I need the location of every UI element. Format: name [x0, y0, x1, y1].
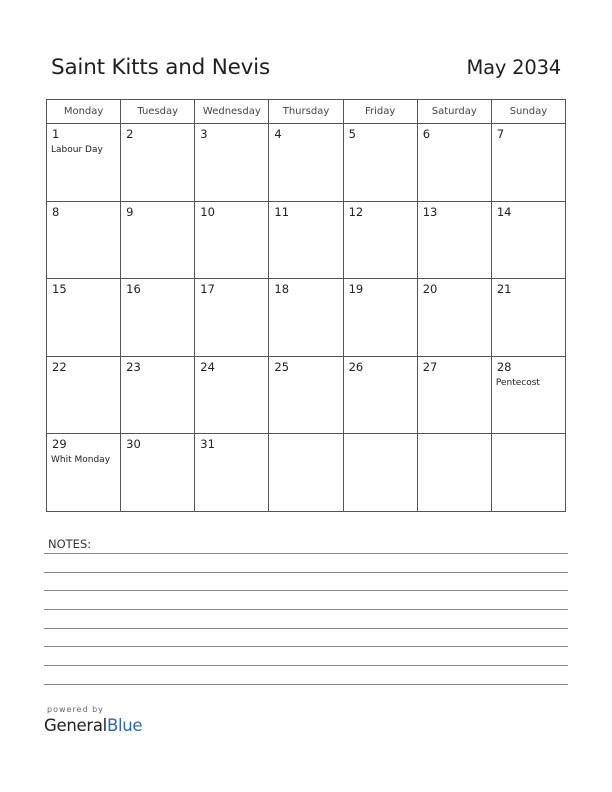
day-number: 2 [126, 127, 134, 141]
notes-line [44, 553, 568, 554]
weekday-header-row [47, 100, 566, 124]
day-number: 12 [348, 204, 364, 219]
day-cell [121, 356, 195, 434]
day-number: 18 [274, 282, 290, 297]
day-cell [121, 434, 195, 512]
day-cell [343, 201, 417, 279]
week-row [47, 434, 566, 512]
day-number: 28 [496, 359, 512, 374]
day-cell [47, 434, 121, 512]
day-number: 13 [422, 204, 438, 219]
day-number: 3 [200, 127, 208, 141]
weekday-header: Friday [343, 100, 417, 124]
month-calendar-grid [46, 99, 566, 512]
weekday-header: Tuesday [121, 100, 195, 124]
weekday-header: Wednesday [195, 100, 269, 124]
notes-line [44, 590, 568, 591]
day-cell [491, 279, 565, 357]
day-cell [491, 124, 565, 202]
day-cell [269, 279, 343, 357]
day-cell [343, 279, 417, 357]
week-row [47, 279, 566, 357]
day-cell [491, 434, 565, 512]
day-cell [47, 279, 121, 357]
day-number: 5 [348, 127, 356, 141]
holiday-label: Labour Day [51, 145, 103, 155]
calendar-country-title: Saint Kitts and Nevis [51, 55, 270, 80]
day-cell [417, 201, 491, 279]
day-number: 11 [274, 204, 290, 219]
notes-line [44, 628, 568, 629]
day-cell [343, 434, 417, 512]
day-number: 16 [126, 282, 141, 297]
notes-line [44, 665, 568, 666]
day-number: 24 [200, 359, 215, 374]
day-number: 19 [348, 282, 364, 297]
day-number: 30 [126, 437, 141, 452]
holiday-label: Whit Monday [51, 455, 111, 466]
day-cell [195, 279, 269, 357]
day-cell [343, 124, 417, 202]
day-cell [269, 124, 343, 202]
notes-line [44, 684, 568, 685]
day-number: 27 [422, 359, 438, 374]
day-cell [195, 434, 269, 512]
generalblue-logo [44, 716, 142, 735]
day-cell [269, 356, 343, 434]
day-number: 7 [496, 127, 505, 141]
day-number: 26 [348, 359, 364, 374]
day-number: 31 [200, 437, 215, 452]
day-number: 1 [52, 127, 60, 141]
day-number: 14 [496, 204, 512, 219]
day-cell [417, 356, 491, 434]
day-number: 6 [422, 127, 431, 141]
week-row [47, 201, 566, 279]
day-number: 29 [52, 437, 67, 452]
notes-line [44, 646, 568, 647]
day-number: 8 [52, 204, 60, 219]
day-cell [491, 356, 565, 434]
day-number: 17 [200, 282, 215, 297]
notes-line [44, 572, 568, 573]
day-number: 23 [126, 359, 141, 374]
logo-text-general: General [44, 716, 107, 735]
day-cell [47, 124, 121, 202]
day-cell [47, 201, 121, 279]
day-cell [121, 201, 195, 279]
day-number: 4 [274, 127, 282, 141]
holiday-label: Pentecost [495, 377, 540, 388]
day-cell [195, 201, 269, 279]
day-number: 21 [496, 282, 512, 297]
day-cell [47, 356, 121, 434]
day-cell [195, 124, 269, 202]
weekday-header: Saturday [417, 100, 491, 124]
weekday-header: Monday [47, 100, 121, 124]
day-cell [343, 356, 417, 434]
day-number: 22 [52, 359, 67, 374]
day-cell [195, 356, 269, 434]
day-cell [269, 434, 343, 512]
day-cell [417, 279, 491, 357]
weekday-header: Sunday [491, 100, 565, 124]
weekday-header: Thursday [269, 100, 343, 124]
day-cell [417, 434, 491, 512]
day-number: 25 [274, 359, 290, 374]
day-cell [417, 124, 491, 202]
notes-line [44, 609, 568, 610]
day-cell [491, 201, 565, 279]
day-number: 10 [200, 204, 215, 219]
notes-label: NOTES: [48, 537, 92, 551]
day-cell [269, 201, 343, 279]
day-cell [121, 279, 195, 357]
day-number: 9 [126, 204, 134, 219]
day-cell [121, 124, 195, 202]
powered-by-text: powered by [47, 705, 104, 714]
week-row [47, 124, 566, 202]
week-row [47, 356, 566, 434]
calendar-month-title: May 2034 [466, 56, 561, 79]
day-number: 15 [52, 282, 67, 297]
day-number: 20 [422, 282, 438, 297]
logo-text-blue: Blue [106, 716, 143, 735]
